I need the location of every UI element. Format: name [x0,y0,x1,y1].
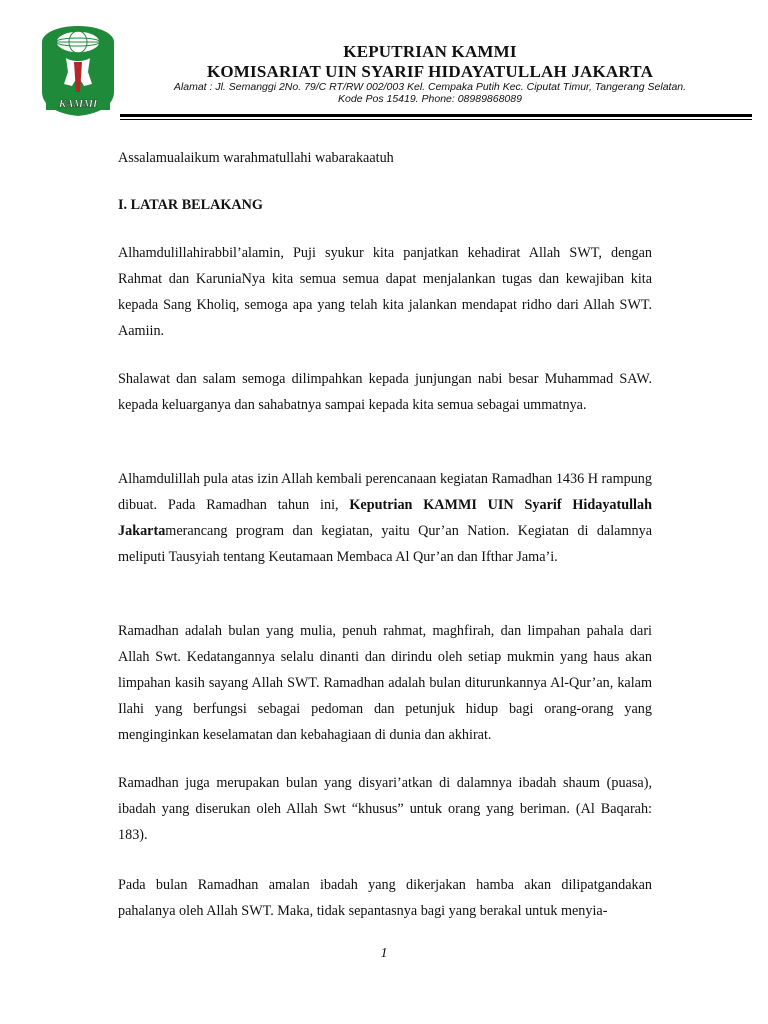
paragraph-1: Alhamdulillahirabbil’alamin, Puji syukur kita panjatkan kehadirat Allah SWT, dengan Rahmat dan KaruniaNya kita semua semua dapat menjalankan tugas dan kewajiban kita kepada Sang Kholiq, semoga apa yang telah kita jalankan mendapat ridho dari Allah SWT. Aamiin. [118,245,652,339]
paragraph-3-bold-org: Keputrian KAMMI UIN Syarif Hidayatullah Jakarta [118,497,652,539]
organization-subtitle: KOMISARIAT UIN SYARIF HIDAYATULLAH JAKARTA [206,62,654,81]
paragraph-3 [118,466,652,570]
header-rule-thin [120,119,752,120]
paragraph-4: Ramadhan adalah bulan yang mulia, penuh rahmat, maghfirah, dan limpahan pahala dari Allah Swt. Kedatangannya selalu dinanti dan dirindu oleh setiap mukmin yang haus akan limpahan kasih sayang Allah SWT. Ramadhan adalah bulan diturunkannya Al-Qur’an, kalam Ilahi yang berfungsi sebagai pedoman dan petunjuk hidup bagi orang-orang yang menginginkan keselamatan dan kebahagiaan di dunia dan akhirat. [118,623,652,743]
svg-text:KAMMI: KAMMI [58,98,98,110]
paragraph-3-text-end: merancang program dan kegiatan, yaitu Qur’an Nation. Kegiatan di dalamnya meliputi Tausyiah tentang Keutamaan Membaca Al Qur’an dan Ifthar Jama’i. [118,523,652,565]
address-line-1: Alamat : Jl. Semanggi 2No. 79/C RT/RW 002/003 Kel. Cempaka Putih Kec. Ciputat Timur, Tangerang Selatan. [173,81,687,93]
paragraph-2: Shalawat dan salam semoga dilimpahkan kepada junjungan nabi besar Muhammad SAW. kepada keluarganya dan sahabatnya sampai kepada kita semua sebagai ummatnya. [118,371,652,413]
greeting: Assalamualaikum warahmatullahi wabarakaatuh [118,150,394,166]
organization-name: KEPUTRIAN KAMMI [343,42,517,61]
paragraph-6: Pada bulan Ramadhan amalan ibadah yang dikerjakan hamba akan dilipatgandakan pahalanya oleh Allah SWT. Maka, tidak sepantasnya bagi yang berakal untuk menyia- [118,877,652,919]
section-heading: I. LATAR BELAKANG [118,197,263,213]
paragraph-5: Ramadhan juga merupakan bulan yang disyari’atkan di dalamnya ibadah shaum (puasa), ibadah yang diserukan oleh Allah Swt “khusus” untuk orang yang beriman. (Al Baqarah: 183). [118,775,652,843]
paragraph-3-text-start: Alhamdulillah pula atas izin Allah kembali perencanaan kegiatan Ramadhan 1436 H rampung dibuat. Pada Ramadhan tahun ini, [118,471,652,513]
kammi-logo [38,22,118,118]
page-number: 1 [380,946,388,961]
header-rule-thick [120,114,752,117]
address-line-2: Kode Pos 15419. Phone: 08989868089 [338,93,522,105]
